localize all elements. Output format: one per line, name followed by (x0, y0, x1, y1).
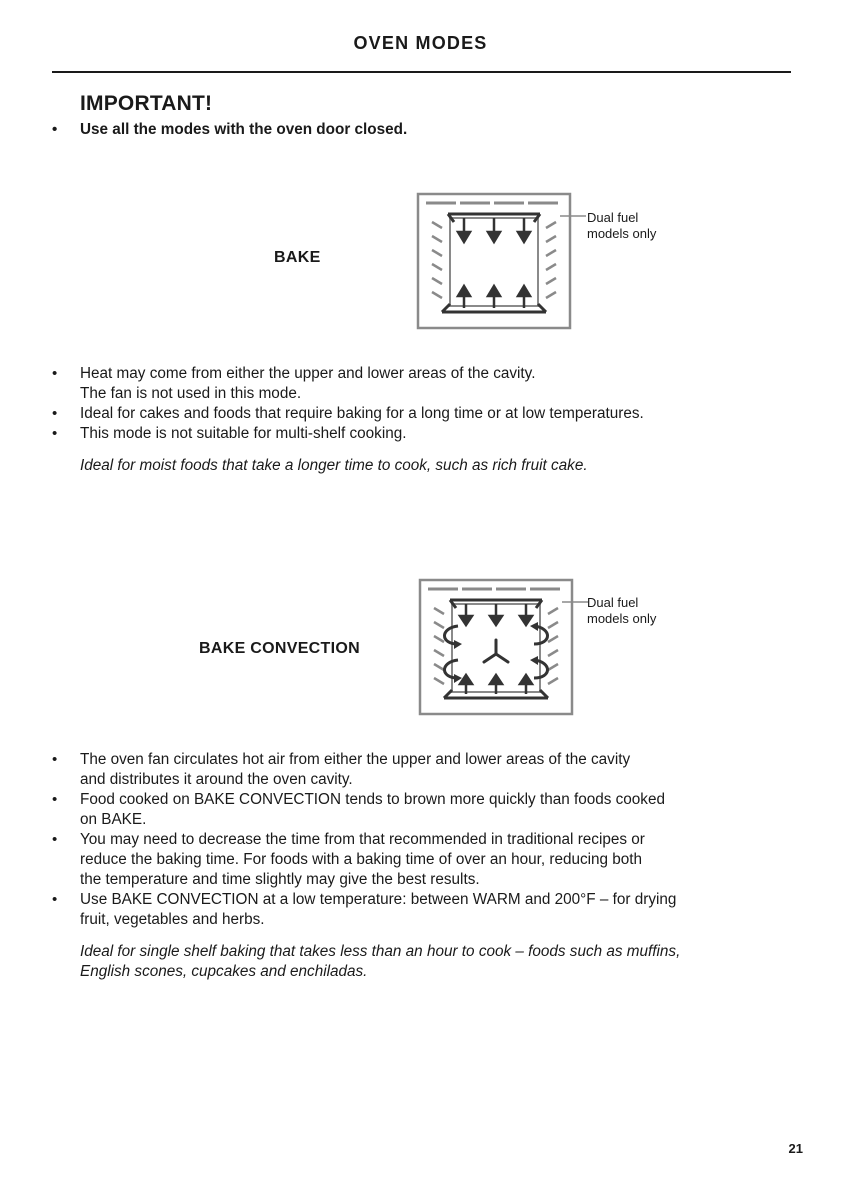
bake-diagram (416, 192, 572, 330)
bake-convection-tip: Ideal for single shelf baking that takes less than an hour to cook – foods such as muffins, English scones, cupcakes and enchiladas. (80, 943, 681, 980)
page-title: OVEN MODES (353, 33, 488, 53)
page-number: 21 (788, 1141, 803, 1156)
list-item: • Heat may come from either the upper and lower areas of the cavity. The fan is not used in this mode. (50, 364, 800, 404)
heat-arrows-down-icon (460, 604, 532, 625)
fan-icon (484, 640, 508, 662)
callout-leader-line (560, 212, 590, 220)
important-list (50, 120, 800, 140)
list-item: • You may need to decrease the time from that recommended in traditional recipes or reduce the baking time. For foods with a baking time of over an hour, reducing both the temperature and time slightly may give the best results. (50, 830, 800, 890)
bake-bullet-list (50, 364, 800, 444)
callout-dual-fuel: Dual fuel models only (587, 595, 657, 626)
mode-label-bake: BAKE (274, 249, 321, 266)
important-item: • Use all the modes with the oven door closed. (50, 120, 800, 140)
heat-arrows-down-icon (458, 218, 530, 242)
list-item: • Food cooked on BAKE CONVECTION tends to brown more quickly than foods cooked on BAKE. (50, 790, 800, 830)
mode-label-bake-convection: BAKE CONVECTION (199, 640, 360, 657)
list-item: • This mode is not suitable for multi-shelf cooking. (50, 424, 800, 444)
bake-convection-diagram (418, 578, 574, 716)
list-item: • The oven fan circulates hot air from either the upper and lower areas of the cavity and distributes it around the oven cavity. (50, 750, 800, 790)
bake-tip: Ideal for moist foods that take a longer time to cook, such as rich fruit cake. (80, 457, 588, 474)
important-heading: IMPORTANT! (80, 92, 213, 115)
list-item: • Use BAKE CONVECTION at a low temperature: between WARM and 200°F – for drying fruit, vegetables and herbs. (50, 890, 800, 930)
list-item: • Ideal for cakes and foods that require baking for a long time or at low temperatures. (50, 404, 800, 424)
bake-convection-bullet-list (50, 750, 800, 930)
header-rule (52, 71, 791, 73)
callout-dual-fuel: Dual fuel models only (587, 210, 657, 241)
heat-arrows-up-icon (458, 286, 530, 308)
